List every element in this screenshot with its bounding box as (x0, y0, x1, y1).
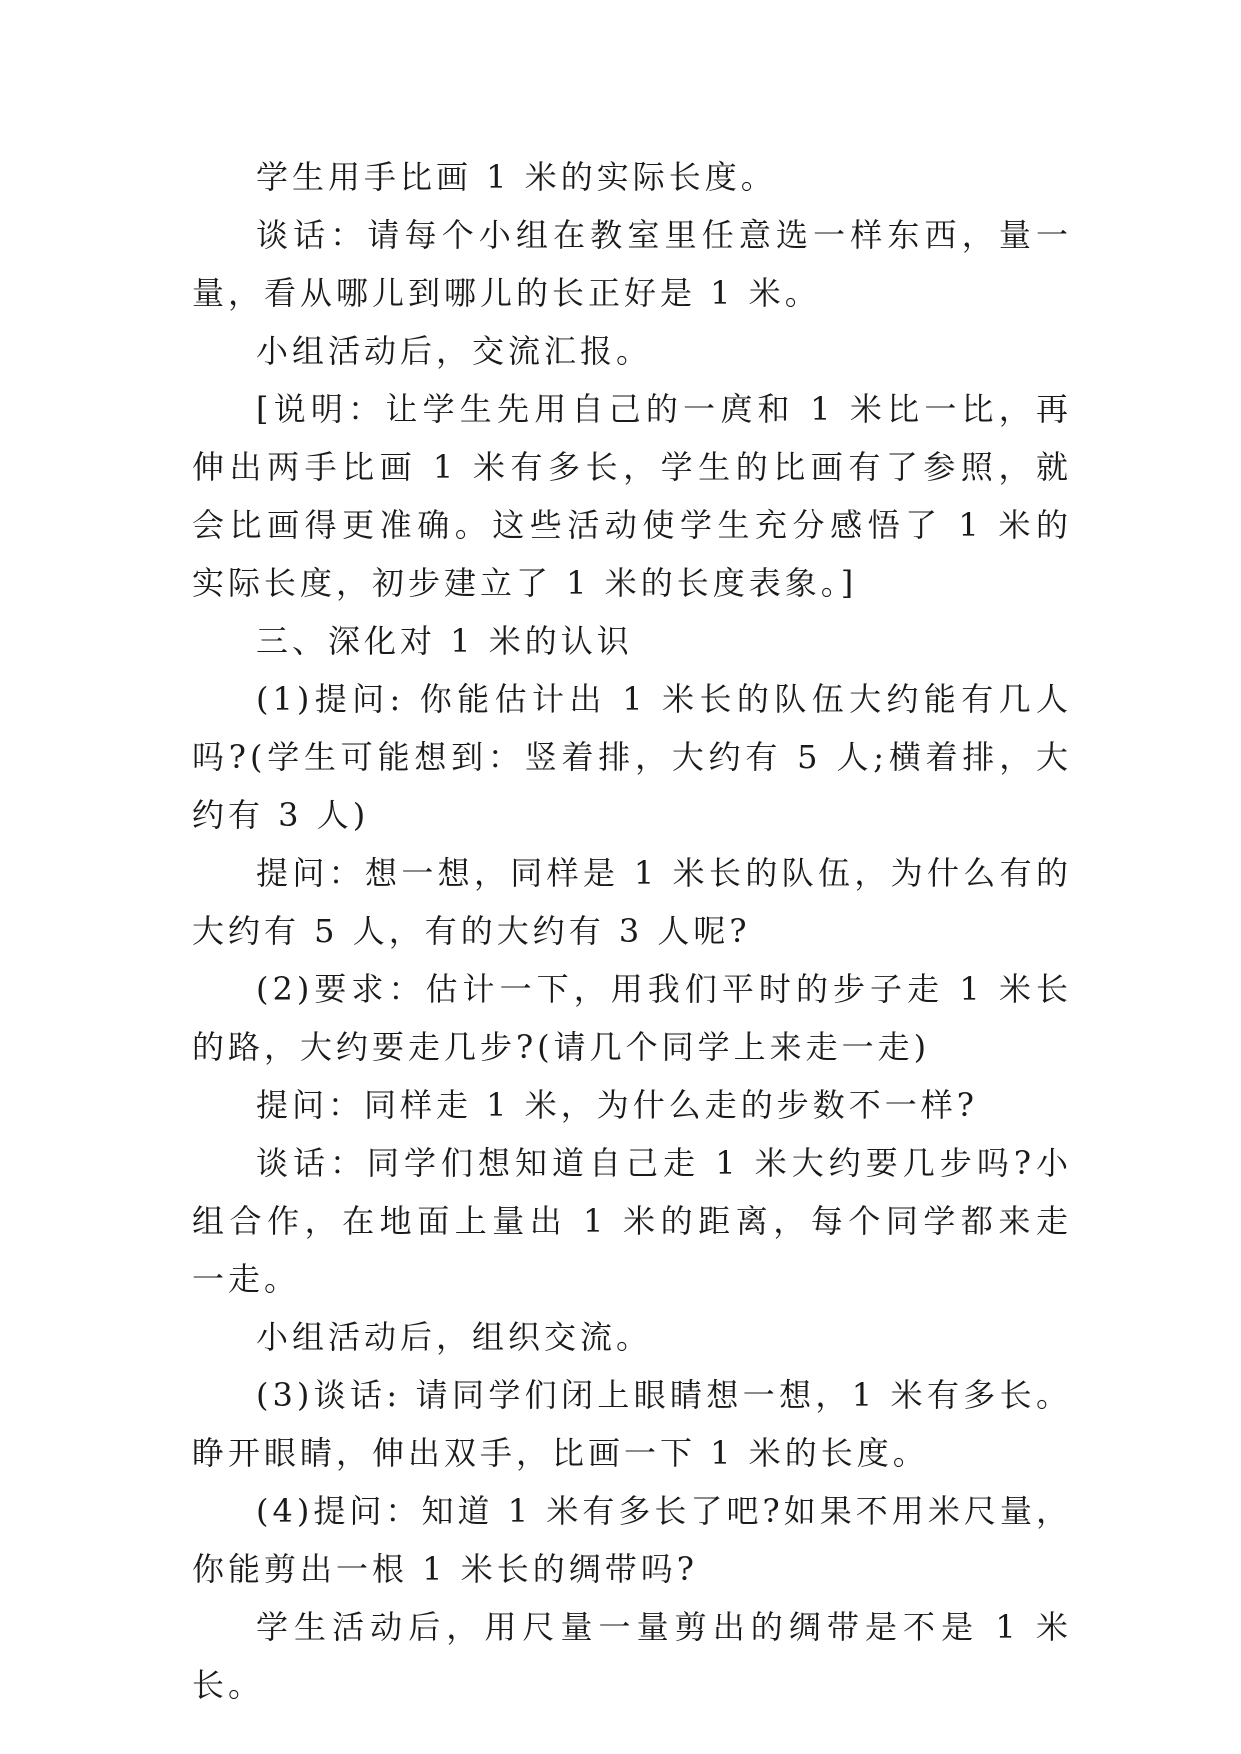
paragraph: 提问：同样走 1 米，为什么走的步数不一样? (256, 1086, 978, 1124)
paragraph: (3)谈话: 请同学们闭上眼睛想一想，1 米有多长。睁开眼睛，伸出双手，比画一下 1 米的长度。 (192, 1376, 1072, 1472)
paragraph: 提问：想一想，同样是 1 米长的队伍，为什么有的大约有 5 人，有的大约有 3 人呢? (192, 854, 1072, 950)
paragraph: [说明：让学生先用自己的一庹和 1 米比一比，再伸出两手比画 1 米有多长，学生的比画有了参照，就会比画得更准确。这些活动使学生充分感悟了 1 米的实际长度，初步建立了 1 米的长度表象。] (192, 390, 1072, 602)
paragraph: (2)要求：估计一下，用我们平时的步子走 1 米长的路，大约要走几步?(请几个同学上来走一走) (192, 970, 1072, 1066)
paragraph: 学生活动后，用尺量一量剪出的绸带是不是 1 米长。 (192, 1608, 1072, 1704)
paragraph: (4)提问：知道 1 米有多长了吧?如果不用米尺量，你能剪出一根 1 米长的绸带吗? (192, 1492, 1072, 1588)
paragraph: 小组活动后，交流汇报。 (256, 332, 653, 370)
paragraph: 谈话：同学们想知道自己走 1 米大约要几步吗?小组合作，在地面上量出 1 米的距离，每个同学都来走一走。 (192, 1144, 1072, 1298)
paragraph: 学生用手比画 1 米的实际长度。 (256, 158, 777, 196)
paragraph: 谈话：请每个小组在教室里任意选一样东西，量一量，看从哪儿到哪儿的长正好是 1 米。 (192, 216, 1072, 312)
paragraph: (1)提问: 你能估计出 1 米长的队伍大约能有几人吗?(学生可能想到：竖着排，大约有 5 人;横着排，大约有 3 人) (192, 680, 1072, 834)
section-heading: 三、深化对 1 米的认识 (256, 622, 633, 660)
paragraph: 小组活动后，组织交流。 (256, 1318, 653, 1356)
document-body (192, 148, 1072, 1714)
